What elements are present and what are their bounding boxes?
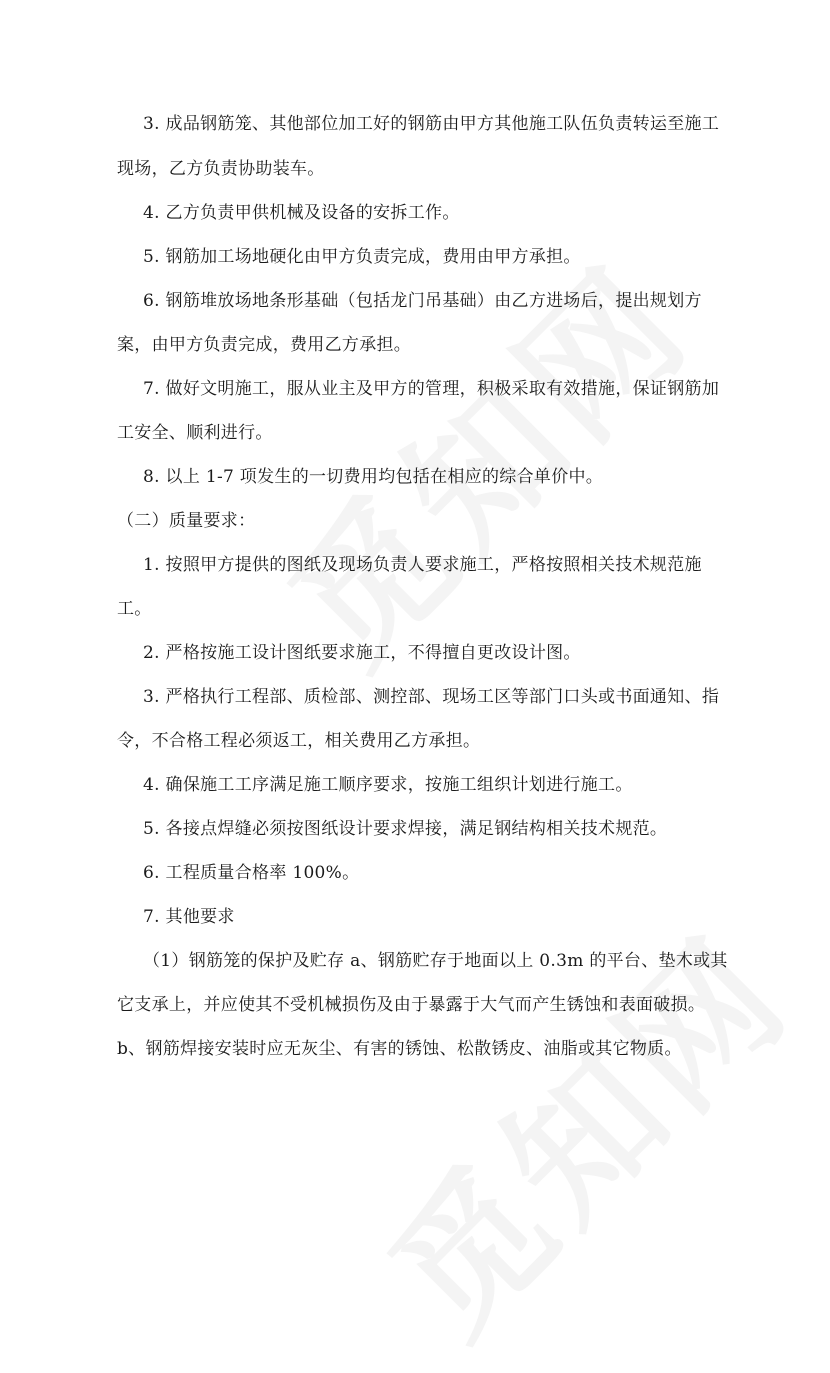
- paragraph-line: 现场，乙方负责协助装车。: [117, 159, 325, 179]
- paragraph-line: 案，由甲方负责完成，费用乙方承担。: [117, 335, 412, 355]
- paragraph-line: 2. 严格按施工设计图纸要求施工，不得擅自更改设计图。: [143, 643, 581, 663]
- paragraph-line: b、钢筋焊接安装时应无灰尘、有害的锈蚀、松散锈皮、油脂或其它物质。: [117, 1039, 682, 1059]
- paragraph-line: 4. 确保施工工序满足施工顺序要求，按施工组织计划进行施工。: [143, 775, 633, 795]
- section-heading: （二）质量要求：: [117, 511, 256, 531]
- paragraph-line: 7. 其他要求: [143, 907, 235, 927]
- paragraph-line: 6. 工程质量合格率 100%。: [143, 863, 360, 883]
- paragraph-line: 3. 成品钢筋笼、其他部位加工好的钢筋由甲方其他施工队伍负责转运至施工: [143, 114, 720, 134]
- paragraph-line: 4. 乙方负责甲供机械及设备的安拆工作。: [143, 203, 460, 223]
- paragraph-line: 6. 钢筋堆放场地条形基础（包括龙门吊基础）由乙方进场后，提出规划方: [143, 291, 702, 311]
- paragraph-line: 5. 钢筋加工场地硬化由甲方负责完成，费用由甲方承担。: [143, 247, 581, 267]
- paragraph-line: 5. 各接点焊缝必须按图纸设计要求焊接，满足钢结构相关技术规范。: [143, 819, 668, 839]
- paragraph-line: 它支承上，并应使其不受机械损伤及由于暴露于大气而产生锈蚀和表面破损。: [117, 995, 706, 1015]
- paragraph-line: 7. 做好文明施工，服从业主及甲方的管理，积极采取有效措施，保证钢筋加: [143, 379, 720, 399]
- paragraph-line: 工安全、顺利进行。: [117, 423, 273, 443]
- paragraph-line: 令，不合格工程必须返工，相关费用乙方承担。: [117, 731, 481, 751]
- watermark: [335, 923, 785, 1373]
- paragraph-line: （1）钢筋笼的保护及贮存 a、钢筋贮存于地面以上 0.3m 的平台、垫木或其: [143, 951, 728, 971]
- paragraph-line: 1. 按照甲方提供的图纸及现场负责人要求施工，严格按照相关技术规范施: [143, 555, 702, 575]
- paragraph-line: 3. 严格执行工程部、质检部、测控部、现场工区等部门口头或书面通知、指: [143, 687, 720, 707]
- paragraph-line: 工。: [117, 599, 152, 619]
- paragraph-line: 8. 以上 1-7 项发生的一切费用均包括在相应的综合单价中。: [143, 467, 604, 487]
